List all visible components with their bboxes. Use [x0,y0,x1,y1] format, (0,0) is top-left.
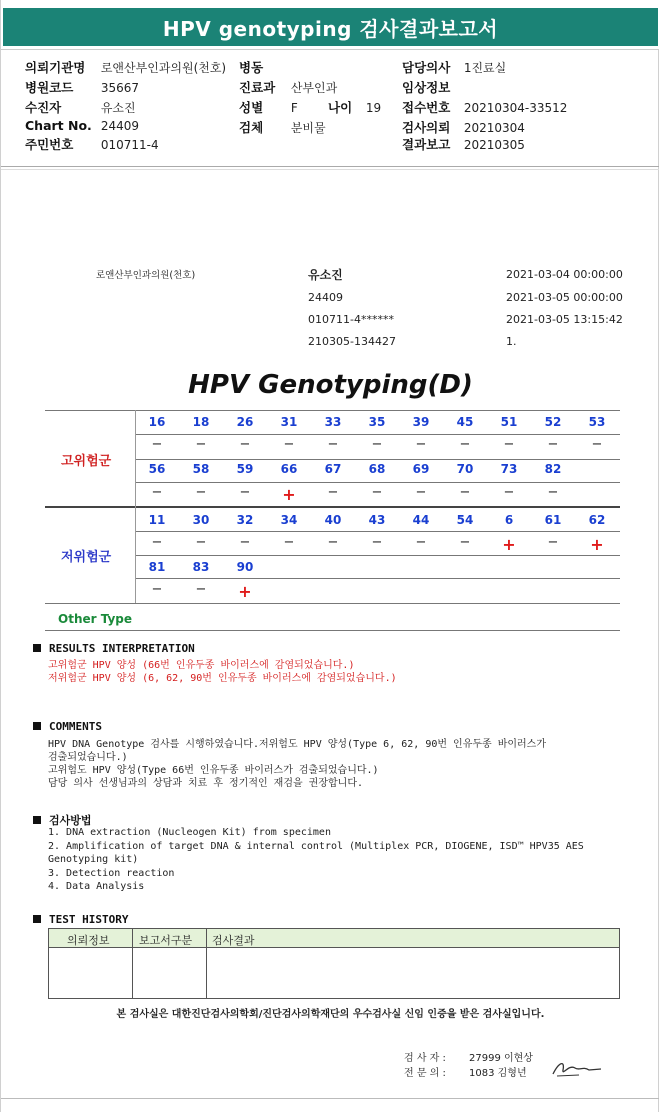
clinical-info-field [402,78,460,96]
report-date-label: 결과보고 [402,137,451,152]
sub-chart-no: 24409 [308,291,343,304]
hospital-code-field [25,78,139,96]
sex-value: F [290,101,298,115]
comments-line-2: 검출되었습니다.) [48,752,128,763]
hpv-type-cell: 40 [324,513,342,527]
results-line-2: 저위험군 HPV 양성 (6, 62, 90번 인유두종 바이러스에 감염되었습니다.) [48,673,397,684]
hpv-type-cell: 61 [544,513,562,527]
chart-no-value: 24409 [100,119,140,133]
grid-line [135,434,620,435]
negative-result-cell: − [503,437,515,452]
negative-result-cell: − [283,535,295,550]
bullet-square-icon [33,816,41,824]
sub-receipt-no: 210305-134427 [308,335,396,348]
grid-line-divider [45,506,620,508]
low-risk-label: 저위험군 [61,550,112,565]
negative-result-cell: − [547,437,559,452]
hpv-type-cell: 52 [544,415,562,429]
specimen-value: 분비물 [290,121,326,135]
positive-result-cell: + [238,582,252,601]
specimen-label: 검체 [239,120,264,135]
header-info [1,54,659,170]
negative-result-cell: − [547,535,559,550]
ward-field [239,58,287,76]
hpv-type-cell: 51 [500,415,518,429]
grid-line [45,603,620,604]
request-date-label: 검사의뢰 [402,120,451,135]
negative-result-cell: − [327,437,339,452]
negative-result-cell: − [283,437,295,452]
doctor-field [402,58,506,76]
request-date-field [402,118,525,136]
positive-result-cell: + [502,535,516,554]
hpv-type-cell: 31 [280,415,298,429]
hpv-type-cell: 69 [412,462,430,476]
positive-result-cell: + [590,535,604,554]
comments-line-1: HPV DNA Genotype 검사를 시행하였습니다.저위험도 HPV 양성(Type 6, 62, 90번 인유두종 바이러스가 [48,739,547,750]
results-line-1: 고위험군 HPV 양성 (66번 인유두종 바이러스에 감염되었습니다.) [48,660,355,671]
hpv-type-cell: 56 [148,462,166,476]
method-line-1: 1. DNA extraction (Nucleogen Kit) from specimen [48,827,331,838]
hpv-type-cell: 32 [236,513,254,527]
grid-line [45,410,620,411]
hpv-type-cell: 62 [588,513,606,527]
resident-no-field [25,135,159,153]
hpv-type-cell: 18 [192,415,210,429]
method-line-2: 2. Amplification of target DNA & internal control (Multiplex PCR, DIOGENE, ISD™ HPV35 AES [48,841,584,852]
department-value: 산부인과 [290,81,338,95]
hpv-type-cell: 45 [456,415,474,429]
bullet-square-icon [33,644,41,652]
hpv-type-cell: 67 [324,462,342,476]
method-line-3: Genotyping kit) [48,854,139,865]
grid-line [135,555,620,556]
negative-result-cell: − [195,535,207,550]
negative-result-cell: − [239,535,251,550]
method-line-4: 3. Detection reaction [48,868,175,879]
grid-line [135,482,620,483]
hpv-type-cell: 6 [504,513,514,527]
high-risk-label: 고위험군 [61,454,112,469]
comments-heading-text: COMMENTS [49,720,102,733]
negative-result-cell: − [415,485,427,500]
history-col-request: 의뢰정보 [67,934,110,947]
negative-result-cell: − [371,535,383,550]
history-table [48,928,620,999]
history-col-result: 검사결과 [212,934,255,947]
negative-result-cell: − [327,535,339,550]
hpv-type-cell: 70 [456,462,474,476]
department-field [239,78,337,96]
results-heading-text: RESULTS INTERPRETATION [49,642,195,655]
negative-result-cell: − [195,582,207,597]
hospital-code-value: 35667 [100,81,140,95]
age-field [328,98,381,116]
resident-no-value: 010711-4 [100,138,159,152]
title-band [3,8,658,46]
age-label: 나이 [328,100,353,115]
hpv-type-cell: 82 [544,462,562,476]
comments-line-4: 담당 의사 선생님과의 상담과 치료 후 정기적인 재검을 권장합니다. [48,778,364,789]
history-heading [33,913,128,926]
hpv-type-cell: 58 [192,462,210,476]
negative-result-cell: − [371,437,383,452]
positive-result-cell: + [282,485,296,504]
hpv-type-cell: 35 [368,415,386,429]
hpv-type-cell: 54 [456,513,474,527]
department-label: 진료과 [239,80,276,95]
request-date-value: 20210304 [463,121,525,135]
hospital-code-label: 병원코드 [25,80,74,95]
hpv-type-cell: 68 [368,462,386,476]
hpv-type-cell: 73 [500,462,518,476]
negative-result-cell: − [591,437,603,452]
chart-no-label: Chart No. [25,118,92,133]
sub-date-2: 2021-03-05 00:00:00 [506,291,623,304]
method-line-5: 4. Data Analysis [48,881,145,892]
negative-result-cell: − [151,437,163,452]
bullet-square-icon [33,722,41,730]
grid-line [45,630,620,631]
hpv-type-cell: 43 [368,513,386,527]
grid-line [135,531,620,532]
patient-value: 유소진 [100,101,136,115]
hpv-type-cell: 90 [236,560,254,574]
resident-no-label: 주민번호 [25,137,74,152]
sub-date-3: 2021-03-05 13:15:42 [506,313,623,326]
negative-result-cell: − [151,535,163,550]
hpv-type-cell: 83 [192,560,210,574]
doctor-value: 1진료실 [463,61,507,75]
doctor-label: 담당의사 [402,60,451,75]
institution-field [25,58,226,76]
specialist-value: 1083 김형년 [469,1068,527,1079]
sex-label: 성별 [239,100,264,115]
hpv-type-cell: 59 [236,462,254,476]
hpv-type-cell: 53 [588,415,606,429]
sub-page-no: 1. [506,335,517,348]
negative-result-cell: − [327,485,339,500]
specimen-field [239,118,326,136]
history-col-divider [206,929,207,998]
negative-result-cell: − [459,437,471,452]
sub-institution: 로앤산부인과의원(천호) [96,270,196,281]
negative-result-cell: − [547,485,559,500]
sex-field [239,98,298,116]
report-title: HPV genotyping 검사결과보고서 [162,16,499,41]
tester-value: 27999 이현상 [469,1053,533,1064]
receipt-no-label: 접수번호 [402,100,451,115]
age-value: 19 [365,101,382,115]
comments-line-3: 고위험도 HPV 양성(Type 66번 인유두종 바이러스가 검출되었습니다.) [48,765,379,776]
sub-patient-name: 유소진 [308,268,343,282]
tester-label: 검 사 자 : [404,1053,446,1064]
institution-value: 로앤산부인과의원(천호) [100,61,227,75]
negative-result-cell: − [459,535,471,550]
hpv-type-cell: 30 [192,513,210,527]
title-bar [1,0,659,50]
hpv-type-cell: 81 [148,560,166,574]
hpv-type-cell: 11 [148,513,166,527]
grid-line [135,578,620,579]
hpv-type-cell: 44 [412,513,430,527]
hpv-type-cell: 66 [280,462,298,476]
clinical-info-label: 임상정보 [402,80,451,95]
comments-heading [33,720,102,733]
patient-field [25,98,136,116]
results-heading [33,642,195,655]
hpv-type-cell: 26 [236,415,254,429]
certification-note: 본 검사실은 대한진단검사의학회/진단검사의학재단의 우수검사실 신임 인증을 받은 검사실입니다. [116,1009,545,1020]
genotype-title: HPV Genotyping(D) [188,370,473,400]
specialist-label: 전 문 의 : [404,1068,446,1079]
negative-result-cell: − [151,485,163,500]
report-date-value: 20210305 [463,138,525,152]
hpv-type-cell: 34 [280,513,298,527]
negative-result-cell: − [195,485,207,500]
negative-result-cell: − [459,485,471,500]
signature-mark-icon [549,1056,605,1080]
history-col-report-type: 보고서구분 [139,934,193,947]
ward-label: 병동 [239,60,264,75]
grid-line [135,459,620,460]
other-type-label: Other Type [58,612,133,626]
sub-date-1: 2021-03-04 00:00:00 [506,268,623,281]
negative-result-cell: − [415,535,427,550]
negative-result-cell: − [239,485,251,500]
negative-result-cell: − [239,437,251,452]
hpv-type-cell: 16 [148,415,166,429]
report-date-field [402,135,525,153]
bottom-divider [1,1098,659,1099]
receipt-no-value: 20210304-33512 [463,101,568,115]
bullet-square-icon [33,915,41,923]
sub-resident-no: 010711-4****** [308,313,394,326]
history-col-divider [132,929,133,998]
negative-result-cell: − [503,485,515,500]
chart-no-field [25,118,139,133]
header-divider [1,166,659,170]
hpv-type-cell: 39 [412,415,430,429]
negative-result-cell: − [151,582,163,597]
history-heading-text: TEST HISTORY [49,913,129,926]
history-header-row [49,929,619,948]
institution-label: 의뢰기관명 [25,60,86,75]
negative-result-cell: − [371,485,383,500]
method-heading-text: 검사방법 [49,814,92,827]
receipt-no-field [402,98,567,116]
hpv-type-cell: 33 [324,415,342,429]
negative-result-cell: − [415,437,427,452]
negative-result-cell: − [195,437,207,452]
patient-label: 수진자 [25,100,62,115]
